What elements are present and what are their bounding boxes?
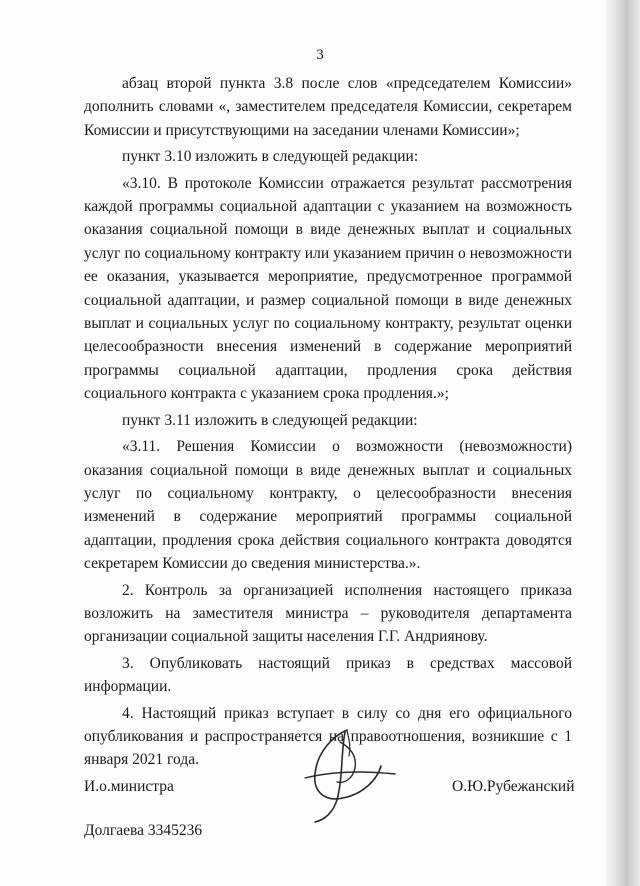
- signatory-position: И.о.министра: [84, 778, 174, 795]
- scan-edge-shadow: [606, 0, 640, 886]
- executor-contact: Долгаева 3345236: [84, 822, 203, 839]
- paragraph-3-8-amendment: абзац второй пункта 3.8 после слов «председателем Комиссии» дополнить словами «, заместителем председателя Комиссии, секретарем Комиссии и присутствующими на заседании членами Комиссии»;: [84, 75, 572, 139]
- paragraph-item-2: 2. Контроль за организацией исполнения настоящего приказа возложить на заместителя министра – руководителя департамента организации социальной защиты населения Г.Г. Андриянову.: [84, 581, 572, 646]
- paragraph-3-11-text: «3.11. Решения Комиссии о возможности (невозможности) оказания социальной помощи в виде денежных выплат и социальных услуг по социальному контракту, о целесообразности внесения изменений в содержание мероприятий программы социальной адаптации, продления срока действия социального контракта доводятся секретарем Комиссии до сведения министерства.».: [84, 438, 572, 573]
- paragraph-item-4: 4. Настоящий приказ вступает в силу со дня его официального опубликования и распространяется на правоотношения, возникшие с 1 января 2021 года.: [84, 704, 572, 769]
- paragraph-3-11-intro: пункт 3.11 изложить в следующей редакции:: [122, 411, 418, 429]
- handwritten-signature: [285, 722, 405, 827]
- document-body: [84, 72, 572, 772]
- paragraph-3-10-intro: пункт 3.10 изложить в следующей редакции:: [122, 148, 419, 166]
- paragraph-3-10-text: «3.10. В протоколе Комиссии отражается результат рассмотрения каждой программы социальной адаптации с указанием на возможность оказания социальной помощи в виде денежных выплат и социальных услуг по социальному контракту или указанием причин о невозможности ее оказания, указывается мероприятие, предусмотренное программой социальной адаптации, и размер социальной помощи в виде денежных выплат и социальных услуг по социальному контракту, результат оценки целесообразности внесения изменений в содержание мероприятий программы социальной адаптации, продления срока действия социального контракта с указанием срока продления.»;: [84, 174, 572, 403]
- paragraph-item-3: 3. Опубликовать настоящий приказ в средствах массовой информации.: [84, 654, 572, 696]
- page-number: 3: [316, 47, 324, 63]
- signatory-name: О.Ю.Рубежанский: [452, 778, 575, 795]
